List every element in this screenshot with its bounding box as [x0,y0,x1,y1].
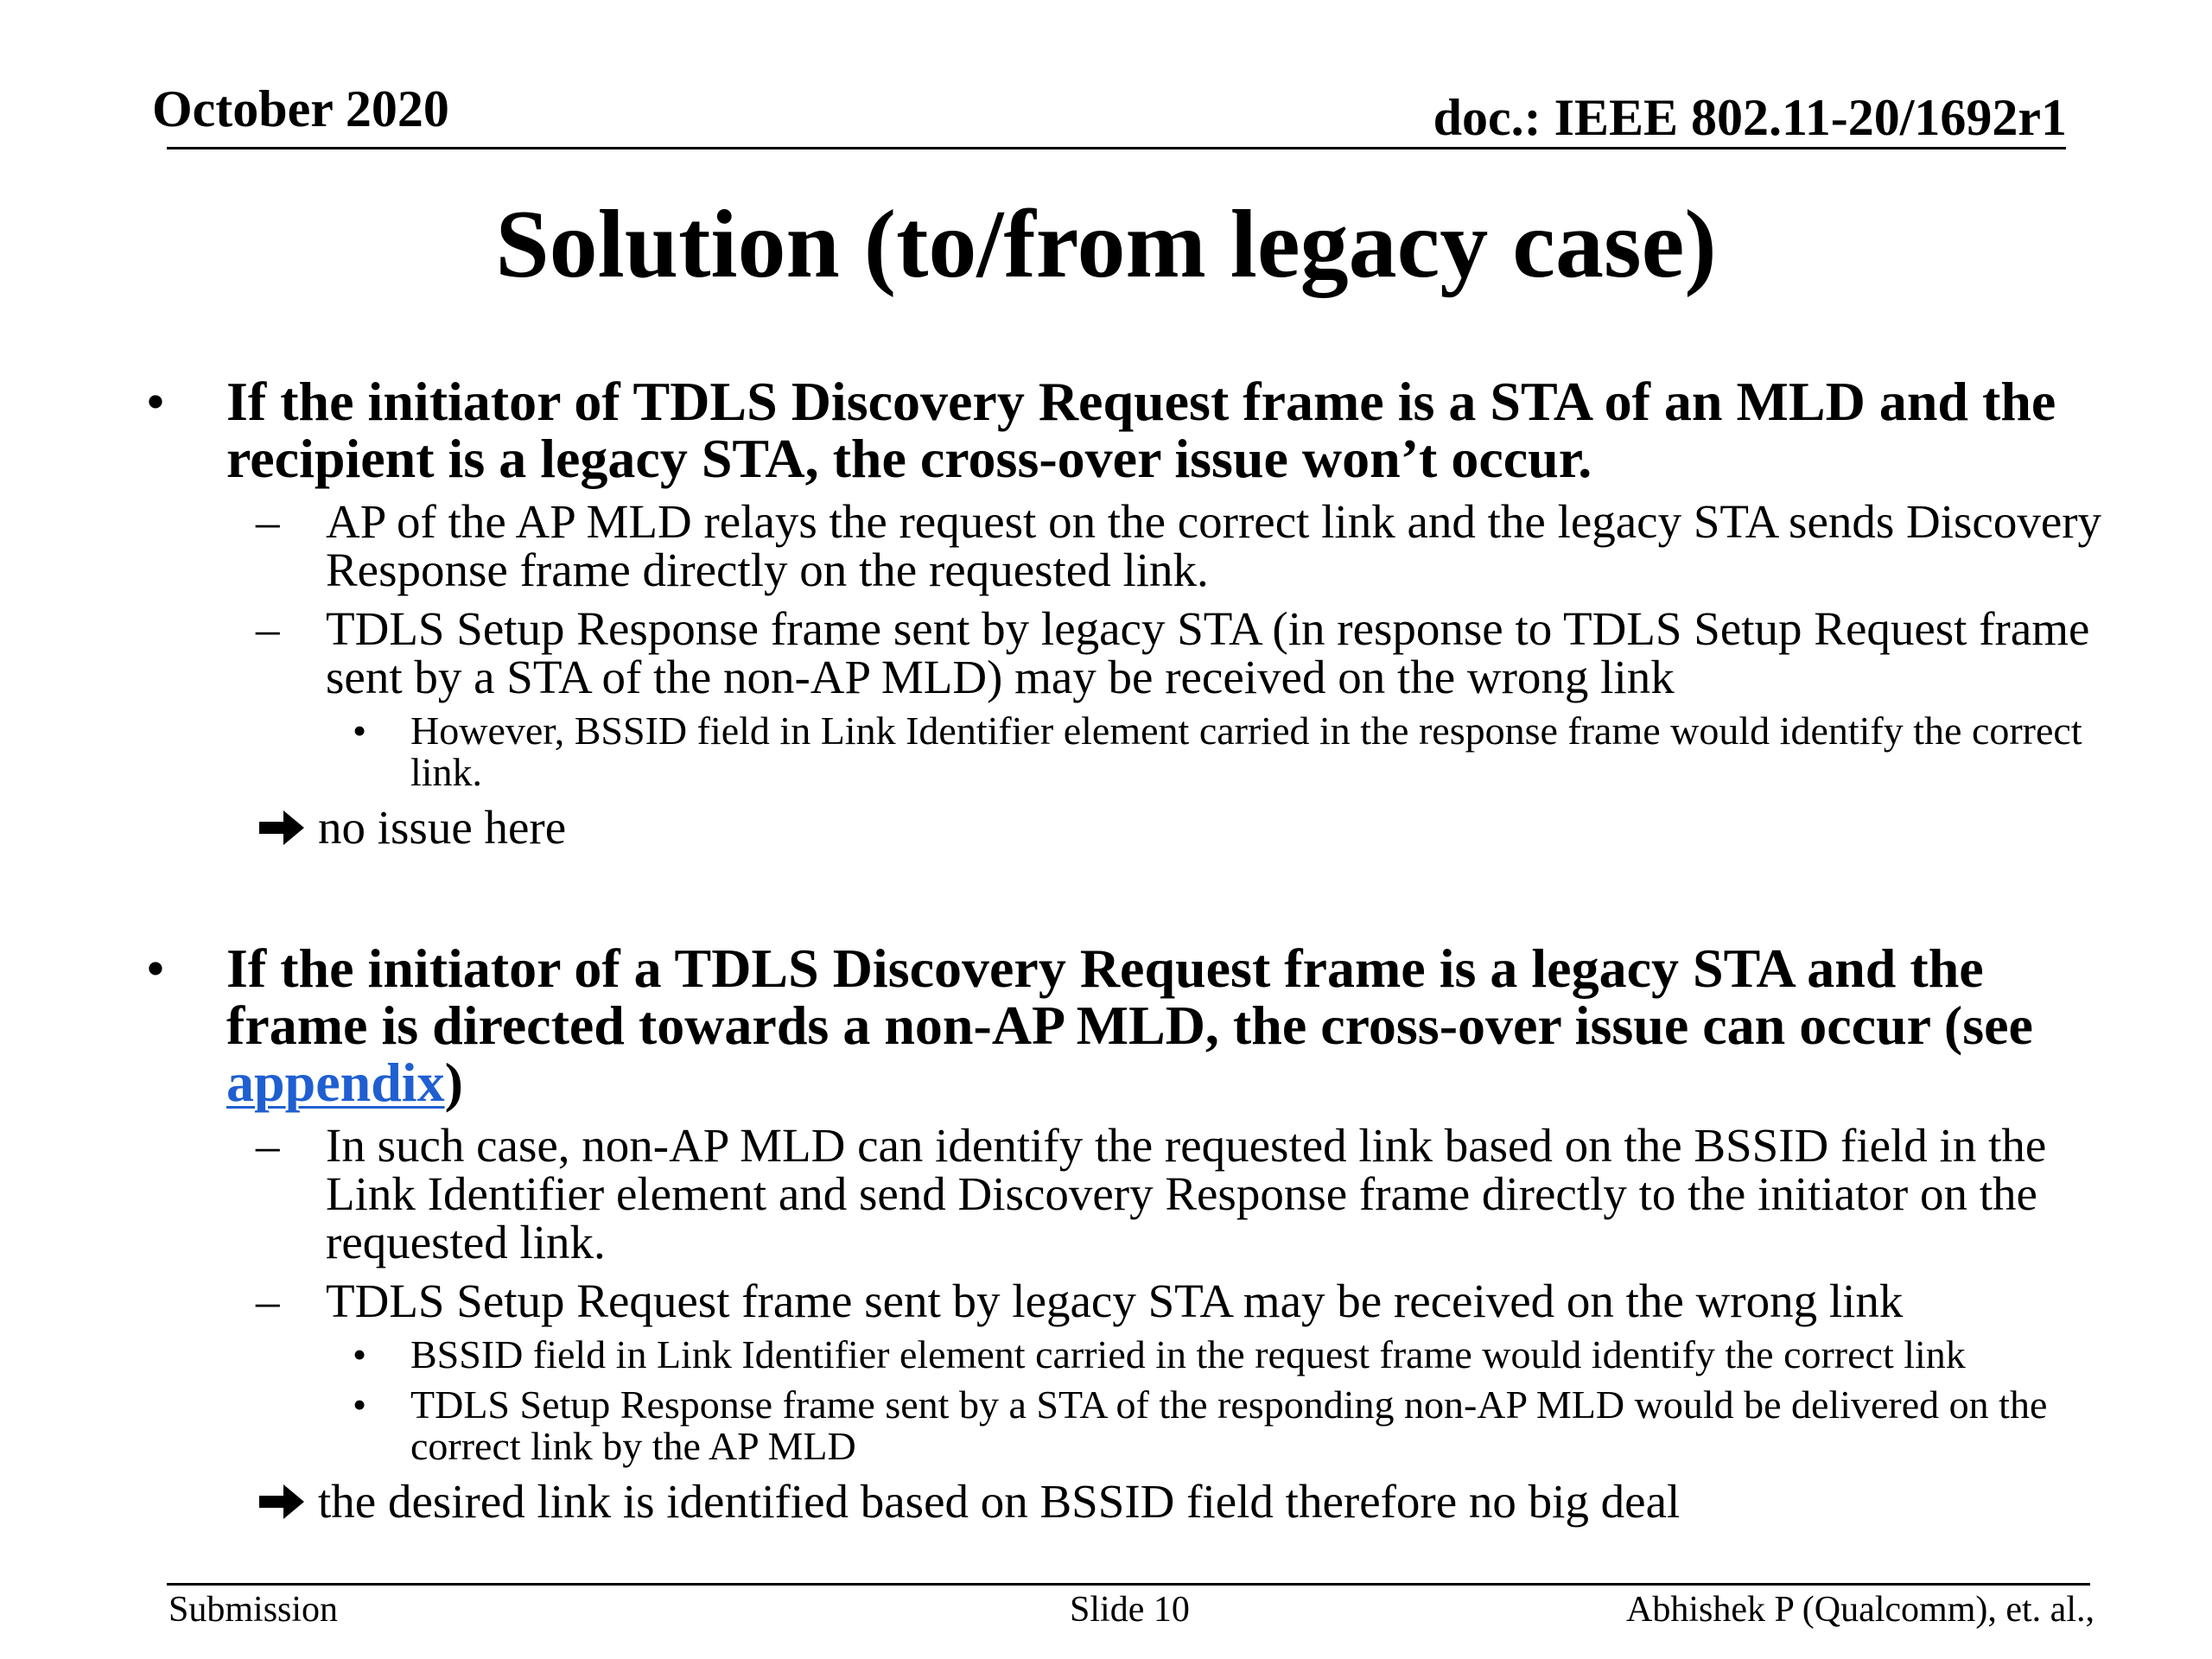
dash-marker: – [256,602,280,655]
bullet-1-sub-2-point-1 [138,710,2126,793]
bullet-1-sub-2 [138,602,2126,703]
bullet-1 [138,373,2126,487]
bullet-2-sub-2-point-2-text: TDLS Setup Response frame sent by a STA of the responding non-AP MLD would be delivered on the correct link by the AP MLD [410,1382,2048,1468]
bullet-2-sub-2-point-2 [138,1384,2126,1467]
section-spacer [138,852,2126,940]
dash-marker: – [256,495,280,548]
bullet-marker: • [353,1332,367,1376]
bullet-2-text: If the initiator of a TDLS Discovery Request frame is a legacy STA and the frame is directed towards a non-AP MLD, the cross-over issue can occur (see [226,938,2033,1056]
bullet-1-sub-2-text: TDLS Setup Response frame sent by legacy STA (in response to TDLS Setup Request frame sent by a STA of the non-AP MLD) may be received on the wrong link [326,602,2090,703]
bullet-2-sub-2 [138,1274,2126,1327]
bullet-2-sub-1-text: In such case, non-AP MLD can identify the requested link based on the BSSID field in the Link Identifier element and send Discovery Response frame directly to the initiator on the requested link. [326,1119,2047,1268]
bullet-marker: • [145,938,166,999]
header-date: October 2020 [152,80,449,137]
footer-submission: Submission [168,1590,339,1630]
bullet-2-sub-2-text: TDLS Setup Request frame sent by legacy STA may be received on the wrong link [326,1274,1904,1327]
bullet-2-sub-2-point-1 [138,1334,2126,1376]
bullet-marker: • [353,709,367,753]
bullet-2-conclusion [138,1475,2126,1528]
right-arrow-icon [257,1479,306,1524]
bullet-2-conclusion-text: the desired link is identified based on BSSID field therefore no big deal [318,1475,1681,1528]
bullet-2-sub-1 [138,1119,2126,1268]
appendix-link[interactable]: appendix [226,1052,445,1113]
footer-author: Abhishek P (Qualcomm), et. al., [1625,1590,2094,1630]
bullet-2-sub-2-point-1-text: BSSID field in Link Identifier element carried in the request frame would identify the correct link [410,1332,1966,1376]
footer-slide-number: Slide 10 [1070,1590,1190,1630]
bullet-1-sub-2-point-1-text: However, BSSID field in Link Identifier element carried in the response frame would identify the correct link. [410,709,2082,794]
dash-marker: – [256,1119,280,1172]
bullet-1-conclusion [138,801,2126,854]
bullet-marker: • [145,371,166,432]
slide-body [138,373,2126,1526]
right-arrow-icon [257,805,306,850]
bullet-marker: • [353,1382,367,1427]
header-divider [167,147,2066,149]
slide-title: Solution (to/from legacy case) [495,191,1717,298]
header-doc-id: doc.: IEEE 802.11-20/1692r1 [1433,89,2067,146]
bullet-1-text: If the initiator of TDLS Discovery Request frame is a STA of an MLD and the recipient is a legacy STA, the cross-over issue won’t occur. [226,371,2056,489]
bullet-1-sub-1-text: AP of the AP MLD relays the request on the correct link and the legacy STA sends Discovery Response frame directly on the requested link. [326,495,2102,596]
bullet-2-text-end: ) [444,1052,463,1113]
bullet-1-conclusion-text: no issue here [318,801,567,854]
dash-marker: – [256,1274,280,1327]
bullet-2 [138,940,2126,1111]
bullet-1-sub-1 [138,495,2126,596]
footer-divider [167,1583,2090,1586]
